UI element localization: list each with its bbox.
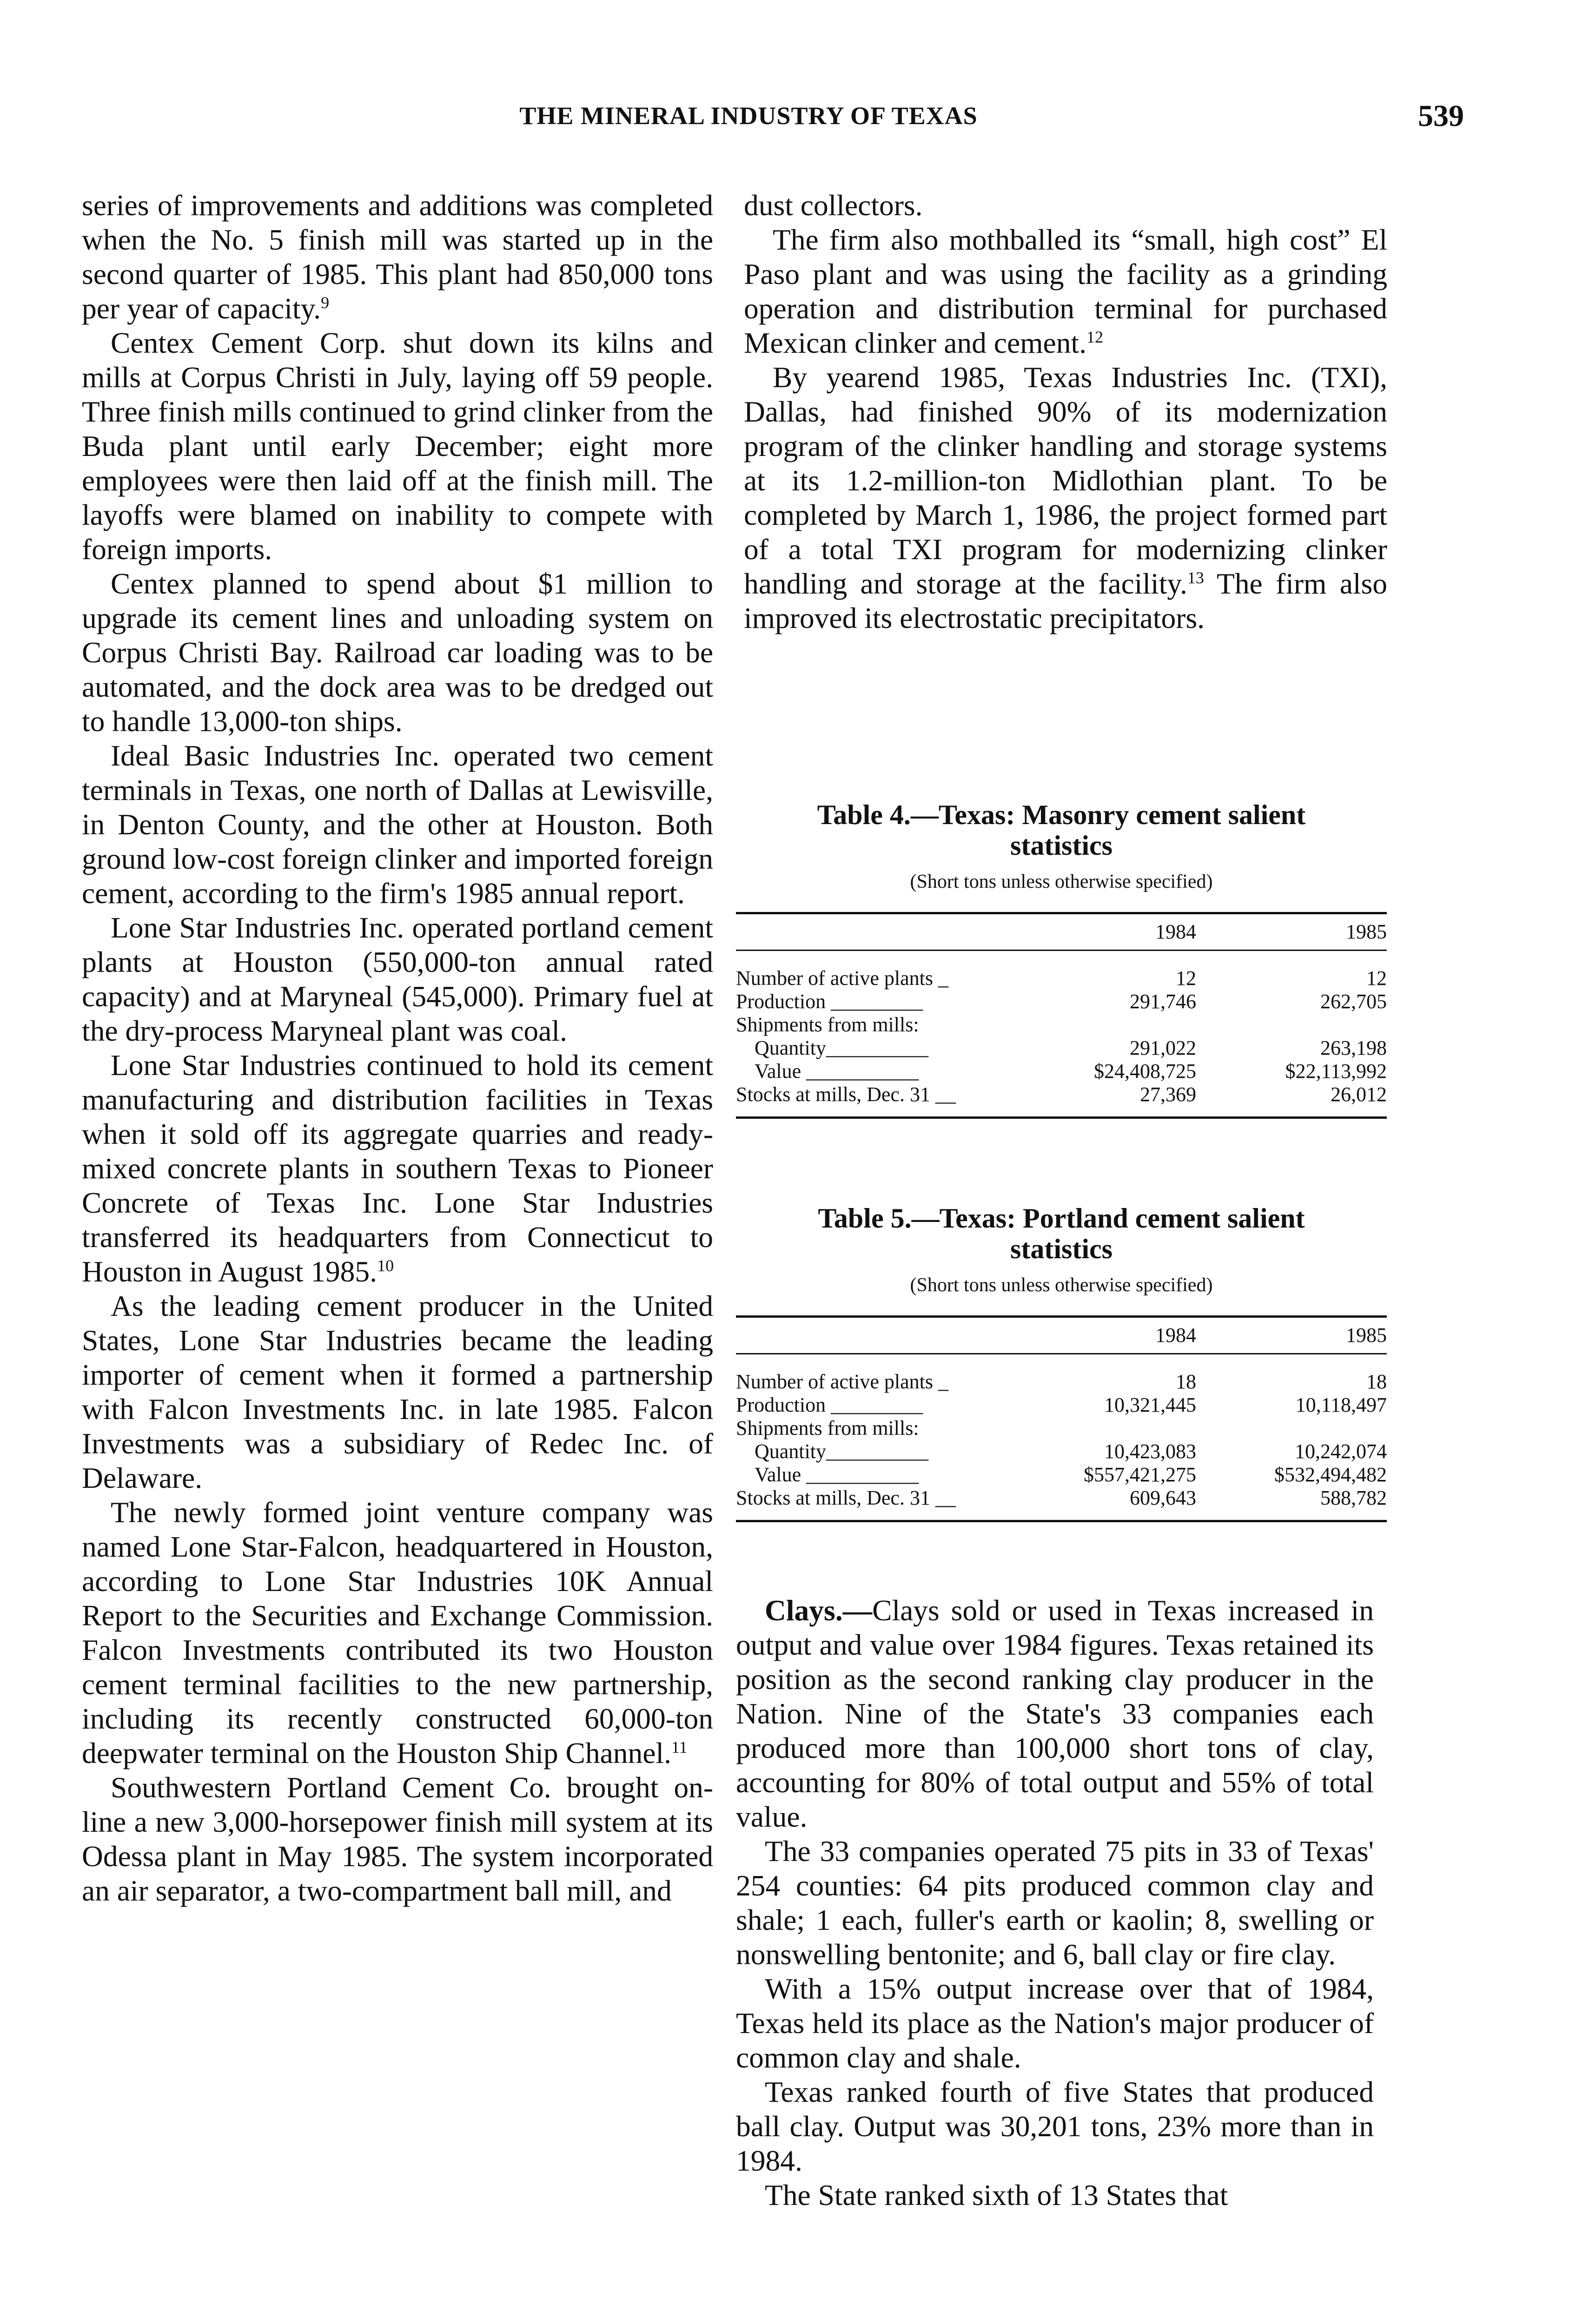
table-row: Stocks at mills, Dec. 31 __ 27,369 26,012 [736,1083,1387,1106]
table-row: Value ___________ $557,421,275 $532,494,482 [755,1463,1387,1486]
table-row: Quantity__________ 10,423,083 10,242,074 [755,1440,1387,1463]
table-row: Number of active plants _ 18 18 [736,1370,1387,1393]
paragraph: The 33 companies operated 75 pits in 33 of Texas' 254 counties: 64 pits produced common clay and shale; 1 each, fuller's earth or kaolin; 8, swelling or nonswelling bentonite; and 6, ball clay or fire clay. [736,1835,1374,1971]
paragraph: The State ranked sixth of 13 States that [765,2179,1228,2212]
column-header: 1985 [1346,920,1387,943]
section-heading-clays: Clays.— [765,1594,873,1627]
right-column-bottom [736,1593,1374,2212]
paragraph: Clays.—Clays sold or used in Texas increased in output and value over 1984 figures. Texas retained its position as the second ranking clay producer in the Nation. Nine of the State's 33 companies each produced more than 100,000 short tons of clay, accounting for 80% of total output and 55% of total value. [736,1594,1374,1833]
table-body [736,951,1387,1119]
paragraph: Southwestern Portland Cement Co. brought on-line a new 3,000-horsepower finish mill system at its Odessa plant in May 1985. The system incorporated an air separator, a two-compartment ball mill, and [82,1771,713,1907]
right-column-top [744,188,1387,635]
table-row: Value ___________ $24,408,725 $22,113,992 [755,1060,1387,1083]
page-number: 539 [1418,99,1464,133]
paragraph: The firm also mothballed its “small, high cost” El Paso plant and was using the facility as a grinding operation and distribution terminal for purchased Mexican clinker and cement.$^{12}$ [744,223,1387,359]
table-header-row [736,1318,1387,1354]
table-body [736,1354,1387,1522]
column-header [736,1318,1033,1353]
paragraph: Ideal Basic Industries Inc. operated two cement terminals in Texas, one north of Dallas at Lewisville, in Denton County, and the other at Houston. Both ground low-cost foreign clinker and imported foreign cement, according to the firm's 1985 annual report. [82,739,713,910]
table-masonry-cement [736,799,1387,1119]
table-title: Table 4.—Texas: Masonry cement salient statistics [817,799,1306,861]
paragraph: Lone Star Industries continued to hold its cement manufacturing and distribution facilities in Texas when it sold off its aggregate quarries and ready-mixed concrete plants in southern Texas to Pioneer Concrete of Texas Inc. Lone Star Industries transferred its headquarters from Connecticut to Houston in August 1985.10 [82,1049,713,1288]
column-header: 1984 [1155,920,1196,943]
table-row: Production _________ 10,321,445 10,118,497 [736,1393,1387,1416]
footnote-ref: 13 [1187,568,1204,587]
footnote-ref: 9 [321,293,330,312]
table-row: Number of active plants _ 12 12 [736,967,1387,990]
table-row: Stocks at mills, Dec. 31 __ 609,643 588,782 [736,1486,1387,1509]
table-row: Shipments from mills: [736,1417,919,1439]
paragraph: The newly formed joint venture company was named Lone Star-Falcon, headquartered in Houston, according to Lone Star Industries 10K Annual Report to the Securities and Exchange Commission. Falcon Investments contributed its two Houston cement terminal facilities to the new partnership, including its recently constructed 60,000-ton deepwater terminal on the Houston Ship Channel.$^{11}$ [82,1496,713,1769]
paragraph: Centex planned to spend about $1 million to upgrade its cement lines and unloading system on Corpus Christi Bay. Railroad car loading was to be automated, and the dock area was to be dredged out to handle 13,000-ton ships. [82,567,713,738]
table-row: Quantity__________ 291,022 263,198 [755,1037,1387,1059]
paragraph: With a 15% output increase over that of 1984, Texas held its place as the Nation's major producer of common clay and shale. [736,1972,1374,2074]
table-header-row [736,914,1387,951]
table-row: Production _________ 291,746 262,705 [736,990,1387,1013]
table-note: (Short tons unless otherwise specified) [910,871,1213,892]
column-header: 1985 [1346,1324,1387,1347]
table-title: Table 5.—Texas: Portland cement salient statistics [818,1203,1305,1264]
paragraph: series of improvements and additions was completed when the No. 5 finish mill was started up in the second quarter of 1985. This plant had 850,000 tons per year of capacity.$^9$ [82,189,713,325]
footnote-ref: 10 [377,1256,394,1275]
paragraph: By yearend 1985, Texas Industries Inc. (TXI), Dallas, had finished 90% of its modernization program of the clinker handling and storage systems at its 1.2-million-ton Midlothian plant. To be completed by March 1, 1986, the project formed part of a total TXI program for modernizing clinker handling and storage at the facility.$^{13}$ The firm also improved its electrostatic precipitators. [744,361,1387,634]
table-portland-cement [736,1203,1387,1522]
footnote-ref: 11 [671,1737,688,1756]
paragraph: Lone Star Industries Inc. operated portland cement plants at Houston (550,000-ton annual rated capacity) and at Maryneal (545,000). Primary fuel at the dry-process Maryneal plant was coal. [82,911,713,1047]
table-note: (Short tons unless otherwise specified) [910,1274,1213,1296]
running-title: THE MINERAL INDUSTRY OF TEXAS [519,102,978,130]
paragraph: dust collectors. [744,189,923,222]
column-header [736,914,1033,950]
left-column [82,188,713,1908]
column-header: 1984 [1155,1324,1196,1347]
footnote-ref: 12 [1086,327,1103,346]
paragraph: Centex Cement Corp. shut down its kilns and mills at Corpus Christi in July, laying off 59 people. Three finish mills continued to grind clinker from the Buda plant until early December; eight more employees were then laid off at the finish mill. The layoffs were blamed on inability to compete with foreign imports. [82,326,713,566]
table-row: Shipments from mills: [736,1013,919,1036]
paragraph: Texas ranked fourth of five States that produced ball clay. Output was 30,201 tons, 23% more than in 1984. [736,2075,1374,2177]
paragraph: As the leading cement producer in the United States, Lone Star Industries became the leading importer of cement when it formed a partnership with Falcon Investments Inc. in late 1985. Falcon Investments was a subsidiary of Redec Inc. of Delaware. [82,1289,713,1494]
